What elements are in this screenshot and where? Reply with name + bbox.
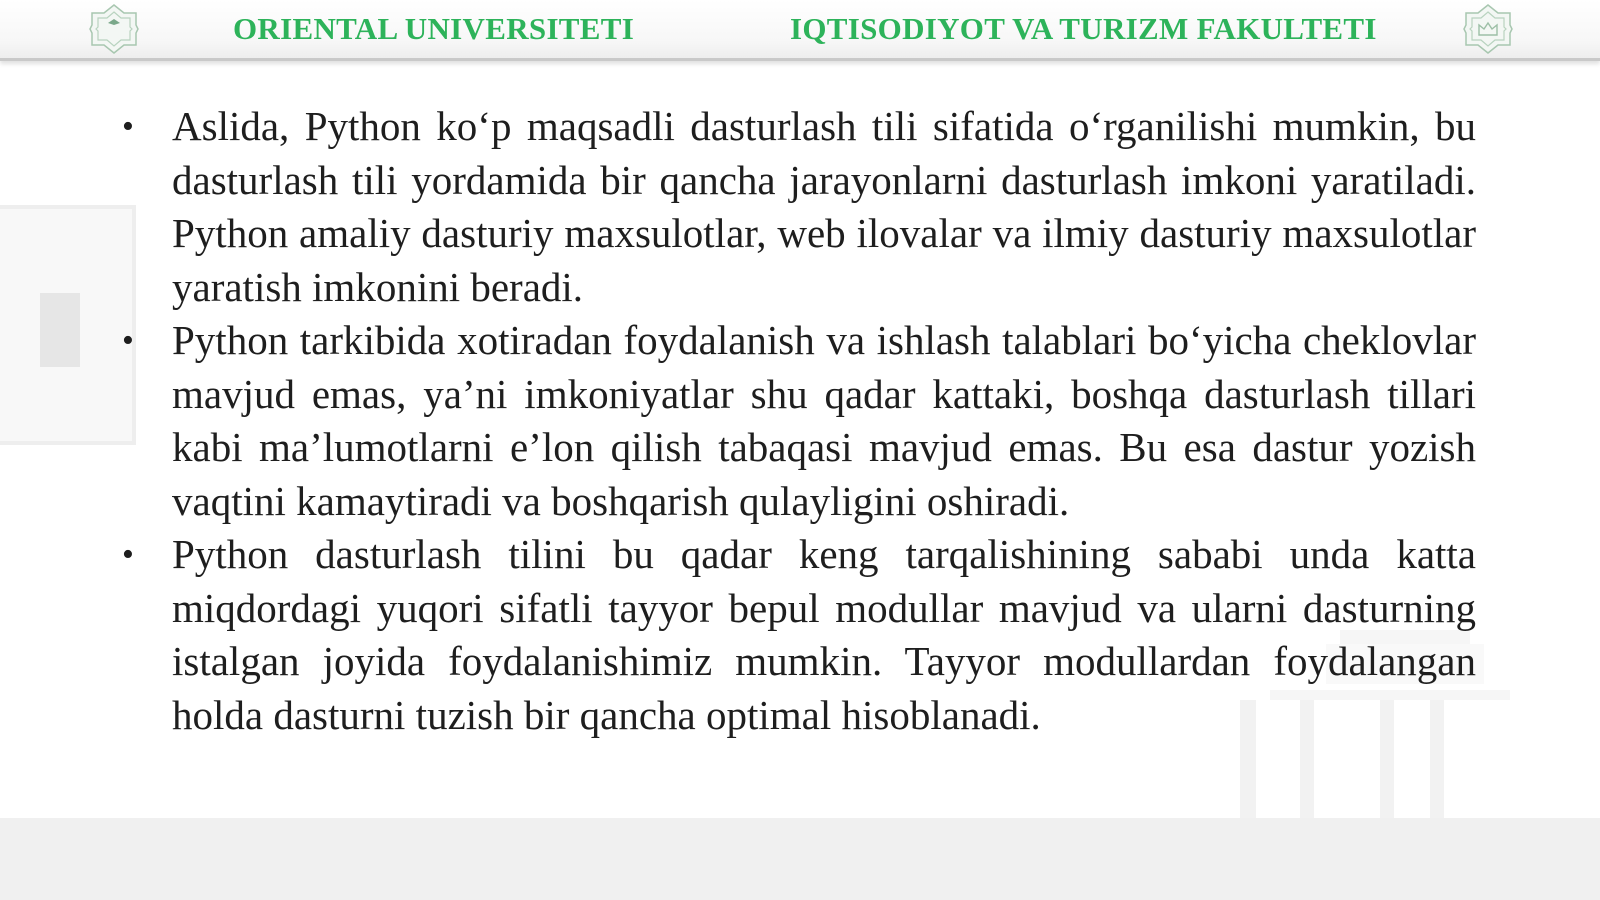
university-emblem-icon	[1462, 3, 1514, 55]
bullet-text: Aslida, Python ko‘p maqsadli dasturlash tili sifatida o‘rganilishi mumkin, bu dasturlash tili yordamida bir qancha jarayonlarni dasturlash imkoni yaratiladi. Python amaliy dasturiy maxsulotlar, web ilovalar va ilmiy dasturiy maxsulotlar yaratish imkonini beradi.	[172, 103, 1476, 310]
university-emblem-icon	[88, 3, 140, 55]
decorative-side-panel	[0, 205, 136, 445]
slide-footer	[0, 818, 1600, 900]
decorative-block	[40, 293, 80, 367]
bullet-item	[120, 314, 1476, 528]
bullet-list	[120, 100, 1476, 742]
bullet-icon: •	[122, 322, 134, 359]
slide-header	[0, 0, 1600, 61]
bullet-text: Python dasturlash tilini bu qadar keng tarqalishining sababi unda katta miqdordagi yuqori sifatli tayyor bepul modullar mavjud va ularni dasturning istalgan joyida foydalanishimiz mumkin. Tayyor modullardan foydalangan holda dasturni tuzish bir qancha optimal hisoblanadi.	[172, 531, 1476, 738]
bullet-icon: •	[122, 536, 134, 573]
university-name: ORIENTAL UNIVERSITETI	[233, 11, 635, 46]
bullet-item	[120, 100, 1476, 314]
faculty-name: IQTISODIYOT VA TURIZM FAKULTETI	[790, 11, 1377, 46]
bullet-icon: •	[122, 108, 134, 145]
bullet-text: Python tarkibida xotiradan foydalanish va ishlash talablari bo‘yicha cheklovlar mavjud emas, ya’ni imkoniyatlar shu qadar kattaki, boshqa dasturlash tillari kabi ma’lumotlarni e’lon qilish tabaqasi mavjud emas. Bu esa dastur yozish vaqtini kamaytiradi va boshqarish qulayligini oshiradi.	[172, 317, 1476, 524]
bullet-item	[120, 528, 1476, 742]
